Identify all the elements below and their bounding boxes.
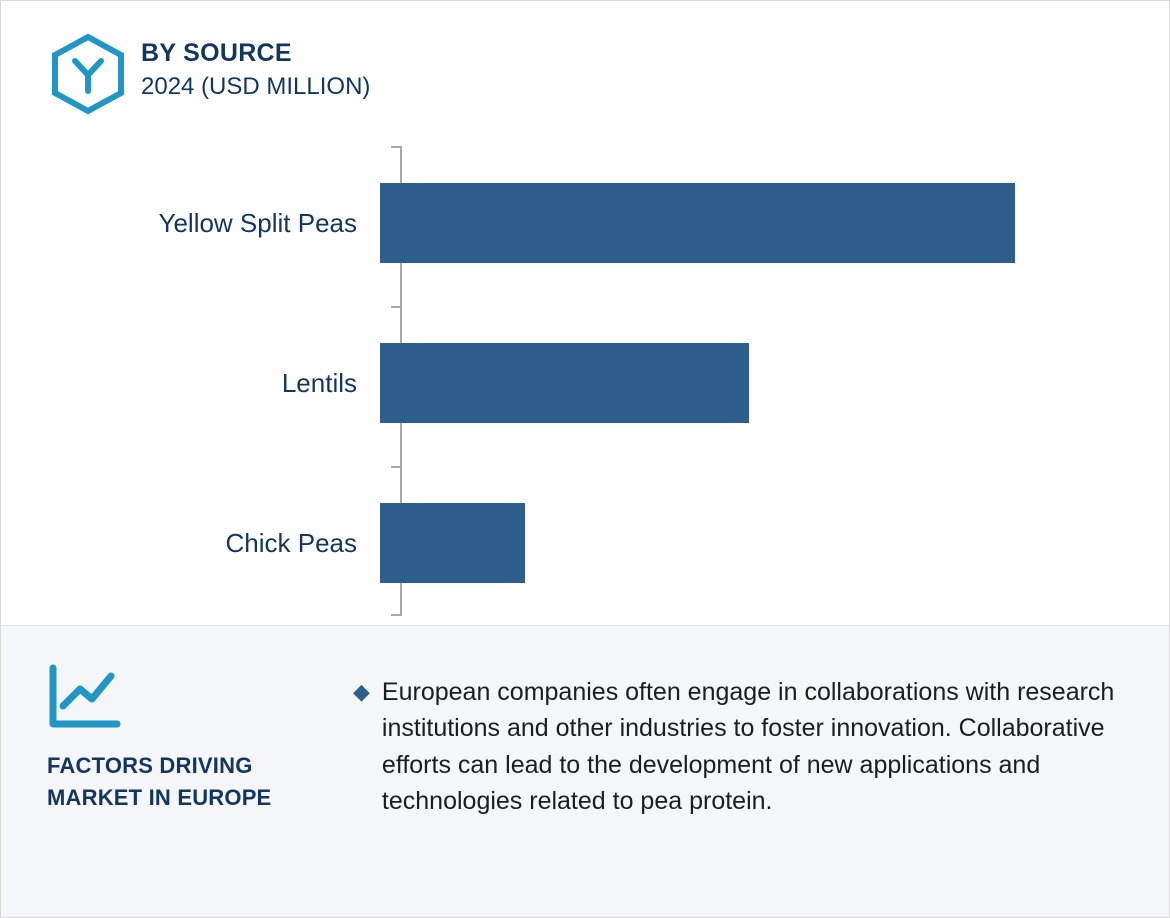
header-text [141,33,370,102]
bar-value [380,183,1015,263]
axis-tick [391,146,401,148]
bar-track [379,503,1170,583]
bar-track [379,183,1170,263]
page-subtitle: 2024 (USD MILLION) [141,72,371,100]
footer-right [353,626,1169,917]
footer-caption-line1: FACTORS DRIVING [47,753,253,778]
bar-category-label: Yellow Split Peas [158,207,357,238]
bar-row [1,503,1170,583]
footer-band [1,625,1169,917]
diamond-bullet-icon: ◆ [353,679,370,704]
bar-chart [1,141,1170,626]
footer-caption-line2: MARKET IN EUROPE [47,784,272,810]
bar-value [380,503,525,583]
footer-caption [47,750,353,814]
bar-value [380,343,749,423]
header [49,33,370,115]
bar-row [1,343,1170,423]
footer-bullet-text: European companies often engage in collaborations with research institutions and other industries to foster innovation. Collaborative efforts can lead to the development of new applications and technologies related to pea protein. [381,678,1115,815]
footer-left [1,626,353,917]
hexagon-y-logo-icon [49,33,127,115]
bar-row [1,183,1170,263]
line-chart-icon [47,664,123,730]
bar-track [379,343,1170,423]
axis-tick [391,306,401,308]
bar-category-label: Chick Peas [225,527,357,558]
bar-category-label: Lentils [281,367,357,398]
page-title: BY SOURCE [141,39,292,67]
axis-tick [391,466,401,468]
axis-tick [391,614,401,616]
